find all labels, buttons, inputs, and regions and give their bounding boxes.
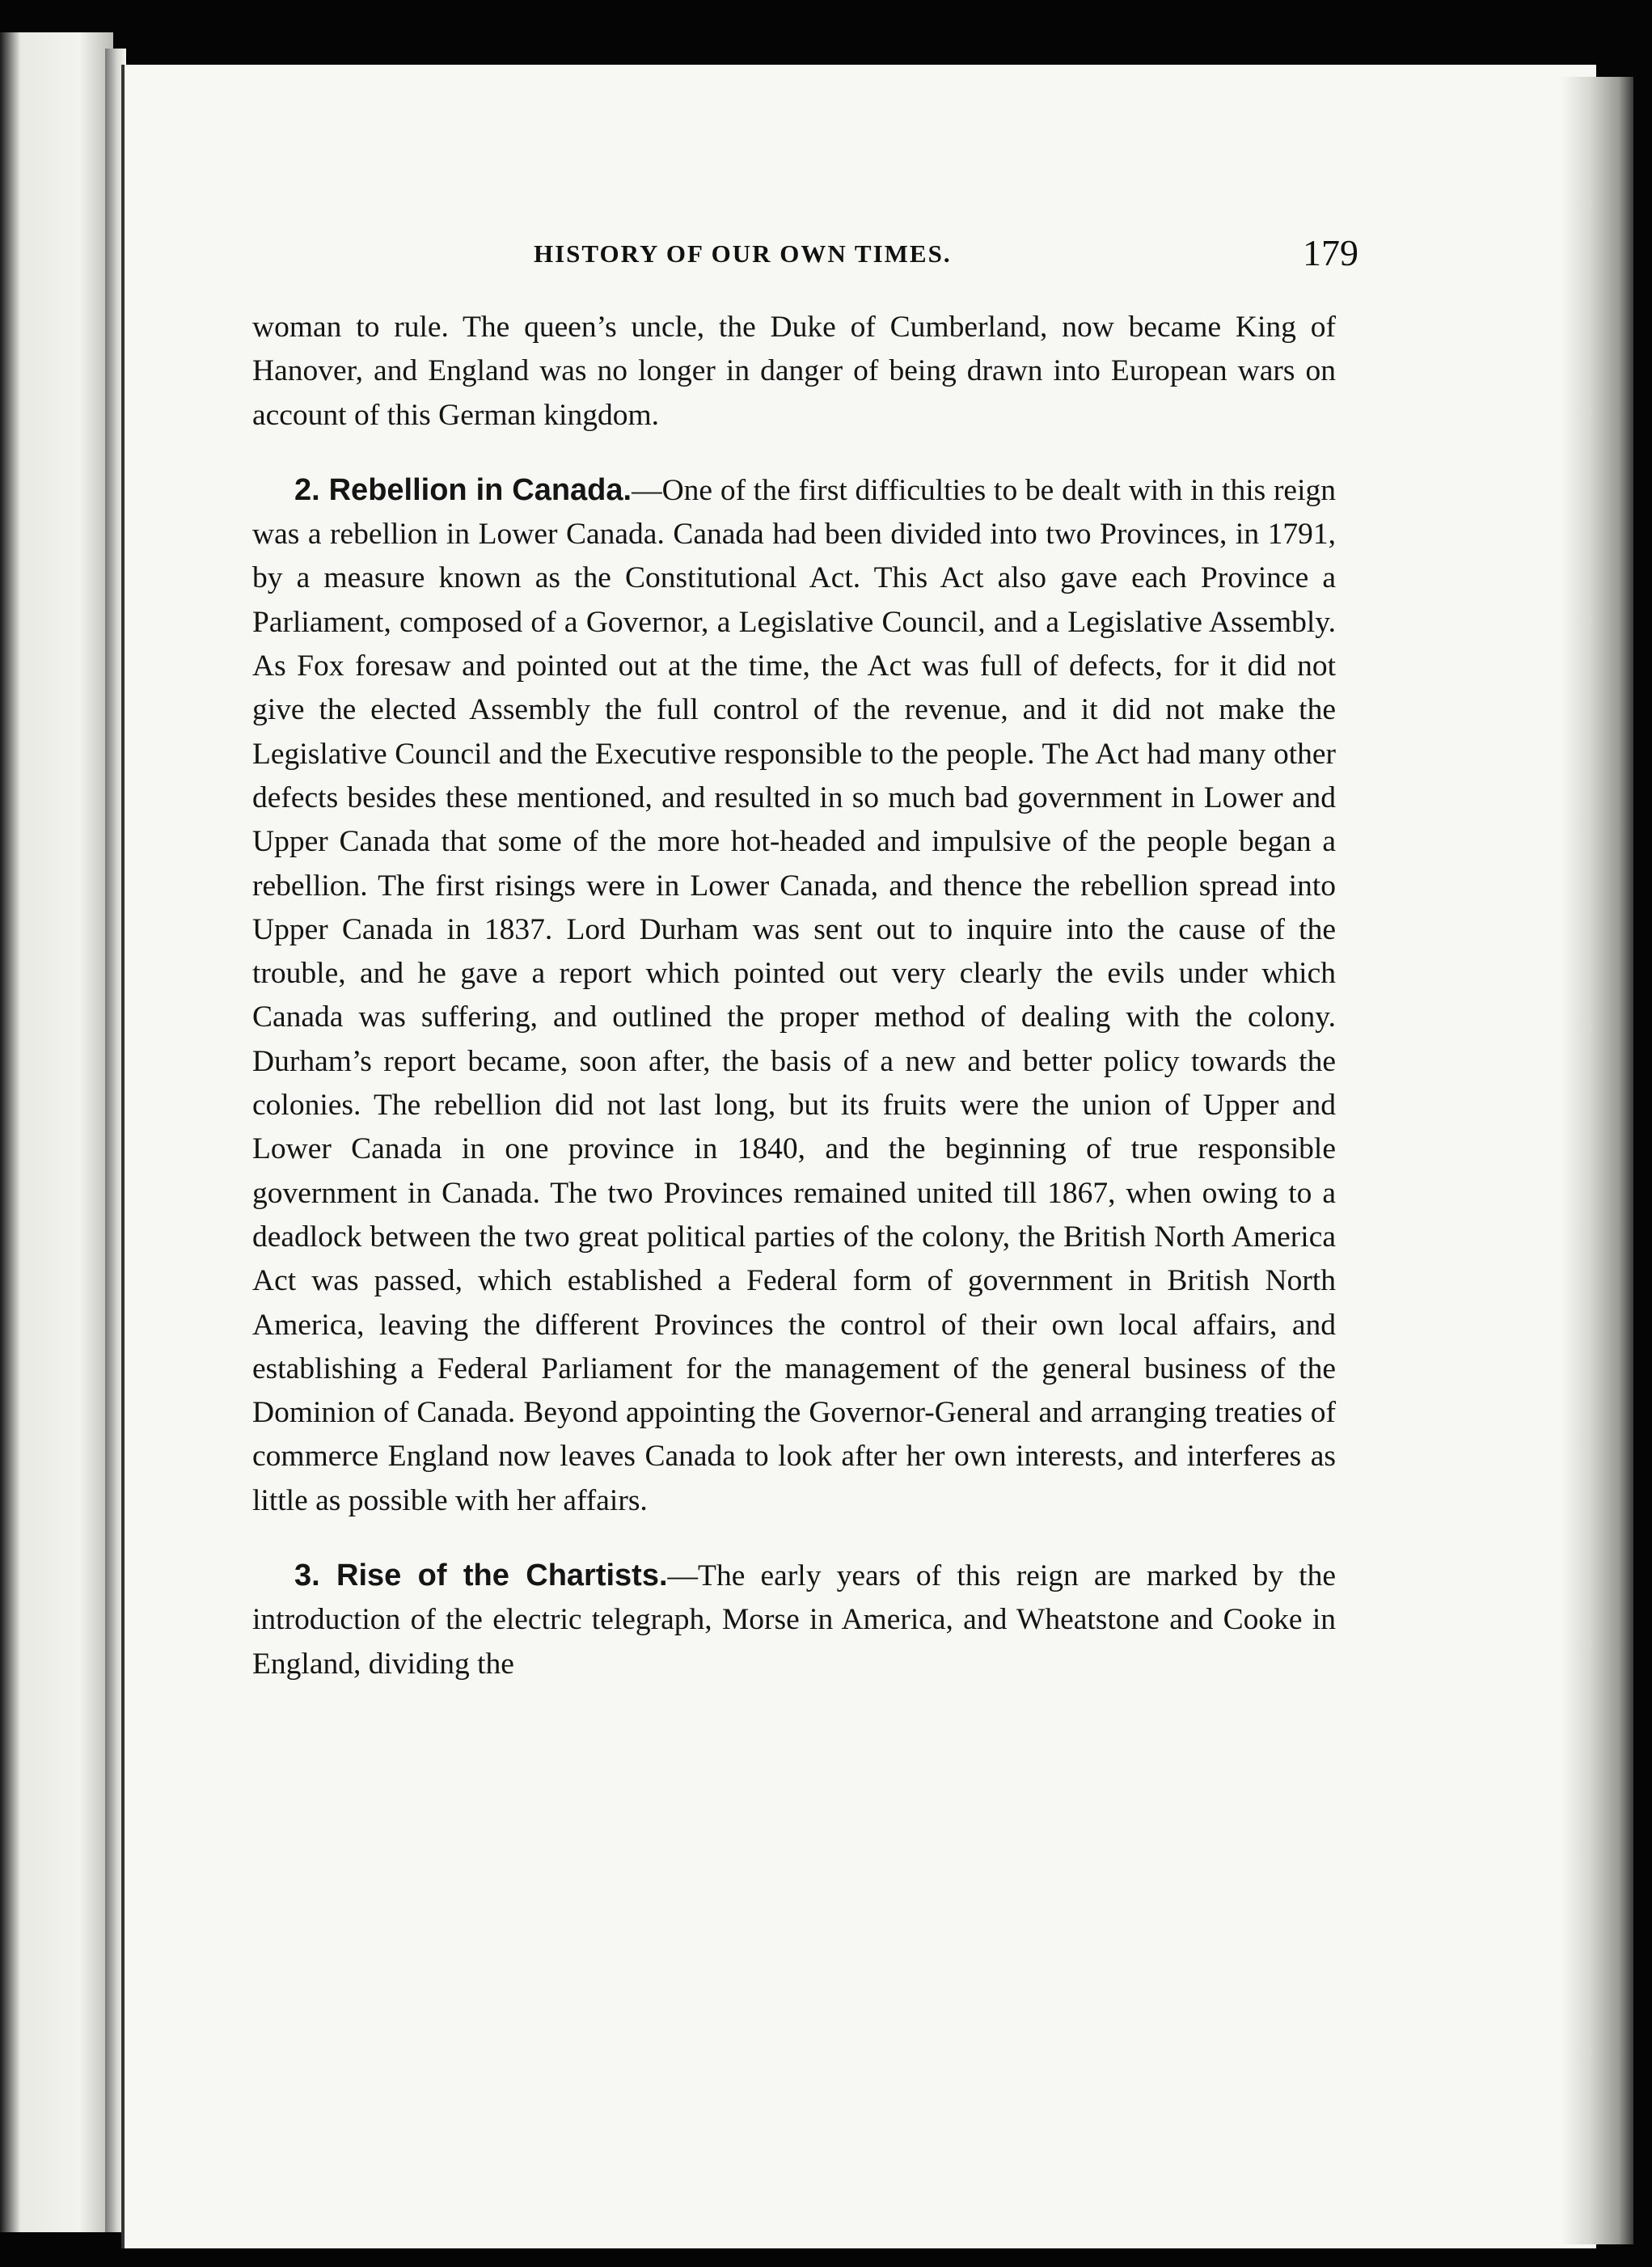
paragraph-rebellion-in-canada [252,468,1336,1523]
left-page-edge [0,32,113,2232]
paragraph-text: —One of the first difficulties to be dealt with in this reign was a rebellion in Lower Canada. Canada had been divided into two Provinces, in 1791, by a measure known as the Constitutional Act. This Act also gave each Province a Parliament, composed of a Governor, a Legislative Council, and a Legislative Assembly. As Fox foresaw and pointed out at the time, the Act was full of defects, for it did not give the elected Assembly the full control of the revenue, and it did not make the Legislative Council and the Executive responsible to the people. The Act had many other defects besides these mentioned, and resulted in so much bad government in Lower and Upper Canada that some of the more hot-headed and impulsive of the people began a rebellion. The first risings were in Lower Canada, and thence the rebellion spread into Upper Canada in 1837. Lord Durham was sent out to inquire into the cause of the trouble, and he gave a report which pointed out very clearly the evils under which Canada was suffering, and outlined the proper method of dealing with the colony. Durham’s report became, soon after, the basis of a new and better policy towards the colonies. The rebellion did not last long, but its fruits were the union of Upper and Lower Canada in one province in 1840, and the beginning of true responsible government in Canada. The two Provinces remained united till 1867, when owing to a deadlock between the two great political parties of the colony, the British North America Act was passed, which established a Federal form of government in British North America, leaving the different Provinces the control of their own local affairs, and establishing a Federal Parliament for the management of the general business of the Dominion of Canada. Beyond appointing the Governor-General and arranging treaties of commerce England now leaves Canada to look after her own interests, and interferes as little as possible with her affairs. [252,473,1336,1517]
running-title: HISTORY OF OUR OWN TIMES. [534,239,952,268]
page-header [534,232,1358,277]
paragraph-continuation [252,306,1336,438]
paragraph-text: woman to rule. The queen’s uncle, the Duke of Cumberland, now became King of Hanover, and England was no longer in danger of being drawn into European wars on account of this German kingdom. [252,311,1336,432]
section-heading: 2. Rebellion in Canada. [294,472,632,507]
right-page-edge [1561,77,1633,2244]
paragraph-rise-of-the-chartists [252,1554,1336,1686]
paragraph-text: —The early years of this reign are marked by the introduction of the electric telegraph, Morse in America, and Wheatstone and Cooke in England, dividing the [252,1559,1336,1681]
section-heading: 3. Rise of the Chartists. [294,1559,668,1593]
page-number: 179 [1303,232,1358,273]
body-text [252,306,1336,1686]
